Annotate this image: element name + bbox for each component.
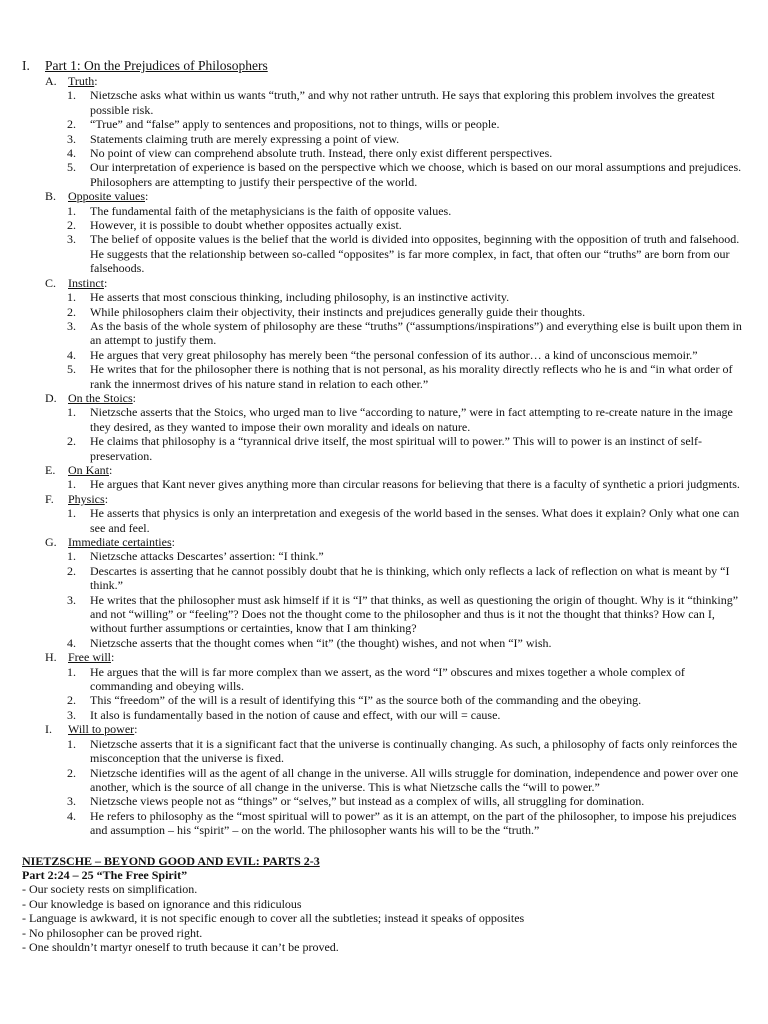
bge-heading: NIETZSCHE – BEYOND GOOD AND EVIL: PARTS 2-3 (22, 853, 320, 868)
list-item (67, 434, 746, 463)
section-colon: : (145, 189, 149, 204)
section-colon: : (111, 650, 115, 665)
section-heading (45, 535, 746, 549)
section-letter: C. (45, 275, 57, 290)
part-title: Part 1: On the Prejudices of Philosophers (45, 58, 268, 73)
item-number: 1. (67, 664, 76, 679)
item-text: He writes that the philosopher must ask himself if it is “I” that thinks, as well as questioning the origin of thought. Why is it “thinking” and not “willing” or “feeling”? Does not the thought come to the philosopher and thus is it not the thought that thinks? How can I, without further assumptions or certainties, know that I am thinking? (90, 592, 739, 636)
list-item (67, 809, 746, 838)
list-item (67, 88, 746, 117)
section-heading (45, 189, 746, 203)
section-title: On Kant (68, 462, 109, 477)
part-numeral: I. (22, 58, 30, 73)
section-colon: : (104, 491, 109, 506)
section-title: Immediate certainties (68, 535, 172, 549)
section-item-list (45, 204, 746, 276)
list-item (67, 117, 746, 131)
item-number: 2. (67, 304, 76, 319)
section-item-list (45, 737, 746, 838)
item-text: “True” and “false” apply to sentences and propositions, not to things, wills or people. (90, 117, 500, 132)
section-item-list (45, 405, 746, 463)
section-title: Will to power (68, 722, 135, 737)
item-text: Nietzsche views people not as “things” or “selves,” but instead as a complex of wills, all struggling for domination. (90, 794, 645, 809)
section-item-list (45, 290, 746, 391)
section-item-list (45, 549, 746, 650)
item-number: 3. (67, 318, 76, 333)
list-item (67, 549, 746, 563)
item-number: 1. (67, 736, 76, 751)
item-text: He claims that philosophy is a “tyrannical drive itself, the most spiritual will to power.” This will to power is an instinct of self-preservation. (90, 434, 702, 463)
list-item (67, 636, 746, 650)
item-number: 1. (67, 290, 76, 305)
outline-section (45, 74, 746, 189)
item-number: 4. (67, 146, 76, 161)
list-item (67, 362, 746, 391)
item-text: Nietzsche asserts that the Stoics, who urged man to live “according to nature,” were in fact attempting to re-create nature in the image they desired, as they wanted to impose their own morality and ideals on nature. (90, 405, 733, 434)
item-text: The belief of opposite values is the belief that the world is divided into opposites, beginning with the opposition of truth and falsehood. He suggests that the relationship between so-called “opposites” is far more complex, in fact, that often our “truths” are born from our falsehoods. (90, 232, 740, 276)
section-colon: : (109, 462, 113, 477)
list-item (67, 766, 746, 795)
outline-section (45, 189, 746, 275)
section-heading (45, 463, 746, 477)
item-number: 1. (67, 88, 76, 103)
item-text: Nietzsche asks what within us wants “truth,” and why not rather untruth. He says that exploring this problem involves the greatest possible risk. (90, 88, 715, 117)
outline-section (45, 463, 746, 492)
item-number: 3. (67, 131, 76, 146)
list-item (67, 218, 746, 232)
section-letter: I. (45, 722, 52, 737)
bge-subheading: Part 2:24 – 25 “The Free Spirit” (22, 867, 188, 882)
outline-section (45, 276, 746, 391)
section-title: On the Stoics (68, 390, 133, 405)
item-number: 1. (67, 477, 76, 492)
part-heading (22, 58, 746, 74)
section-colon: : (134, 722, 138, 737)
outline-sections (22, 74, 746, 838)
section-heading (45, 650, 746, 664)
list-item (67, 405, 746, 434)
list-item (67, 146, 746, 160)
item-number: 3. (67, 707, 76, 722)
section-heading (45, 391, 746, 405)
item-number: 2. (67, 218, 76, 233)
section-item-list (45, 477, 746, 491)
list-item (67, 477, 746, 491)
item-number: 4. (67, 347, 76, 362)
item-text: No point of view can comprehend absolute truth. Instead, there only exist different perspectives. (90, 146, 553, 161)
section-title: Free will (68, 650, 111, 665)
list-item (67, 305, 746, 319)
section-colon: : (171, 535, 175, 549)
item-text: He writes that for the philosopher there is nothing that is not personal, as his morality directly reflects who he is and “in what order of rank the innermost drives of his nature stand in relation to each other.” (90, 362, 733, 391)
outline-section (45, 650, 746, 722)
section-colon: : (104, 275, 108, 290)
item-number: 1. (67, 506, 76, 521)
item-text: This “freedom” of the will is a result of identifying this “I” as the source both of the commanding and the obeying. (90, 693, 642, 708)
bge-lines (22, 882, 746, 954)
item-number: 3. (67, 592, 76, 607)
list-item (67, 160, 746, 189)
section-colon: : (132, 390, 137, 405)
list-item (67, 665, 746, 694)
item-text: The fundamental faith of the metaphysicians is the faith of opposite values. (90, 203, 452, 218)
item-text: It also is fundamentally based in the notion of cause and effect, with our will = cause. (90, 707, 501, 722)
section-item-list (45, 665, 746, 723)
item-number: 1. (67, 549, 76, 564)
list-item (67, 204, 746, 218)
section-colon: : (94, 74, 98, 88)
list-item (67, 794, 746, 808)
section-title: Instinct (68, 275, 104, 290)
item-text: Our interpretation of experience is based on the perspective which we choose, which is based on our moral assumptions and prejudices. Philosophers are attempting to justify their perspective of the world. (90, 160, 742, 189)
section-letter: H. (45, 650, 57, 665)
list-item (67, 564, 746, 593)
outline-section (45, 391, 746, 463)
section-heading (45, 276, 746, 290)
section-letter: G. (45, 535, 57, 549)
section-item-list (45, 506, 746, 535)
bge-line: - Language is awkward, it is not specific enough to cover all the subtleties; instead it speaks of opposites (22, 911, 525, 926)
section-title: Opposite values (68, 189, 145, 204)
list-item (67, 132, 746, 146)
section-letter: D. (45, 390, 57, 405)
outline-section (45, 722, 746, 837)
item-text: He argues that Kant never gives anything more than circular reasons for believing that there is a faculty of synthetic a priori judgments. (90, 477, 740, 492)
item-number: 2. (67, 434, 76, 449)
item-text: He argues that the will is far more complex than we assert, as the word “I” obscures and mixes together a whole complex of commanding and obeying wills. (90, 664, 685, 694)
item-text: He refers to philosophy as the “most spiritual will to power” as it is an attempt, on the part of the philosopher, to impose his prejudices and assumption – his “spirit” – on the world. The philosopher wants his will to be the “truth.” (90, 808, 737, 838)
item-number: 2. (67, 765, 76, 780)
item-number: 2. (67, 693, 76, 708)
section-title: Truth (68, 74, 95, 88)
item-number: 2. (67, 563, 76, 578)
bge-notes (22, 854, 746, 955)
item-number: 1. (67, 405, 76, 420)
item-text: He argues that very great philosophy has merely been “the personal confession of its author… a kind of unconscious memoir.” (90, 347, 698, 362)
list-item (67, 506, 746, 535)
bge-line: - One shouldn’t martyr oneself to truth because it can’t be proved. (22, 939, 339, 954)
list-item (67, 319, 746, 348)
item-text: As the basis of the whole system of philosophy are these “truths” (“assumptions/inspirations”) and everything else is built upon them in an attempt to justify them. (90, 318, 742, 348)
list-item (67, 693, 746, 707)
outline-section (45, 535, 746, 650)
section-letter: F. (45, 491, 54, 506)
document-page (22, 58, 746, 954)
item-number: 2. (67, 117, 76, 132)
item-text: Statements claiming truth are merely expressing a point of view. (90, 131, 400, 146)
section-title: Physics (68, 491, 105, 506)
section-letter: A. (45, 74, 57, 88)
item-text: While philosophers claim their objectivity, their instincts and prejudices generally guide their thoughts. (90, 304, 586, 319)
item-number: 5. (67, 362, 76, 377)
list-item (67, 593, 746, 636)
item-text: However, it is possible to doubt whether opposites actually exist. (90, 218, 402, 233)
section-letter: B. (45, 189, 57, 204)
section-item-list (45, 88, 746, 189)
item-text: Nietzsche identifies will as the agent of all change in the universe. All wills struggle for domination, independence and power over one another, which is the source of all change in the universe. This is what Nietzsche calls the “will to power.” (90, 765, 739, 794)
list-item (67, 348, 746, 362)
item-text: Nietzsche asserts that it is a significant fact that the universe is continually changing. As such, a philosophy of facts only reinforces the misconception that the universe is fixed. (90, 736, 738, 766)
list-item (67, 290, 746, 304)
section-heading (45, 74, 746, 88)
item-text: He asserts that physics is only an interpretation and exegesis of the world based in the senses. What does it explain? Only what one can see and feel. (90, 506, 740, 535)
item-text: Descartes is asserting that he cannot possibly doubt that he is thinking, which only reflects a lack of reflection on what is meant by “I think.” (90, 563, 730, 593)
section-letter: E. (45, 462, 56, 477)
item-number: 4. (67, 635, 76, 650)
section-heading (45, 722, 746, 736)
item-text: He asserts that most conscious thinking, including philosophy, is an instinctive activity. (90, 290, 510, 305)
bge-line: - Our knowledge is based on ignorance and this ridiculous (22, 896, 302, 911)
item-text: Nietzsche attacks Descartes’ assertion: “I think.” (90, 549, 324, 564)
item-number: 1. (67, 203, 76, 218)
item-number: 3. (67, 232, 76, 247)
list-item (67, 737, 746, 766)
bge-line: - Our society rests on simplification. (22, 882, 198, 897)
item-text: Nietzsche asserts that the thought comes when “it” (the thought) wishes, and not when “I” wish. (90, 635, 552, 650)
item-number: 5. (67, 160, 76, 175)
bge-line: - No philosopher can be proved right. (22, 925, 203, 940)
outline-section (45, 492, 746, 535)
item-number: 4. (67, 808, 76, 823)
list-item (67, 708, 746, 722)
section-heading (45, 492, 746, 506)
list-item (67, 232, 746, 275)
item-number: 3. (67, 794, 76, 809)
